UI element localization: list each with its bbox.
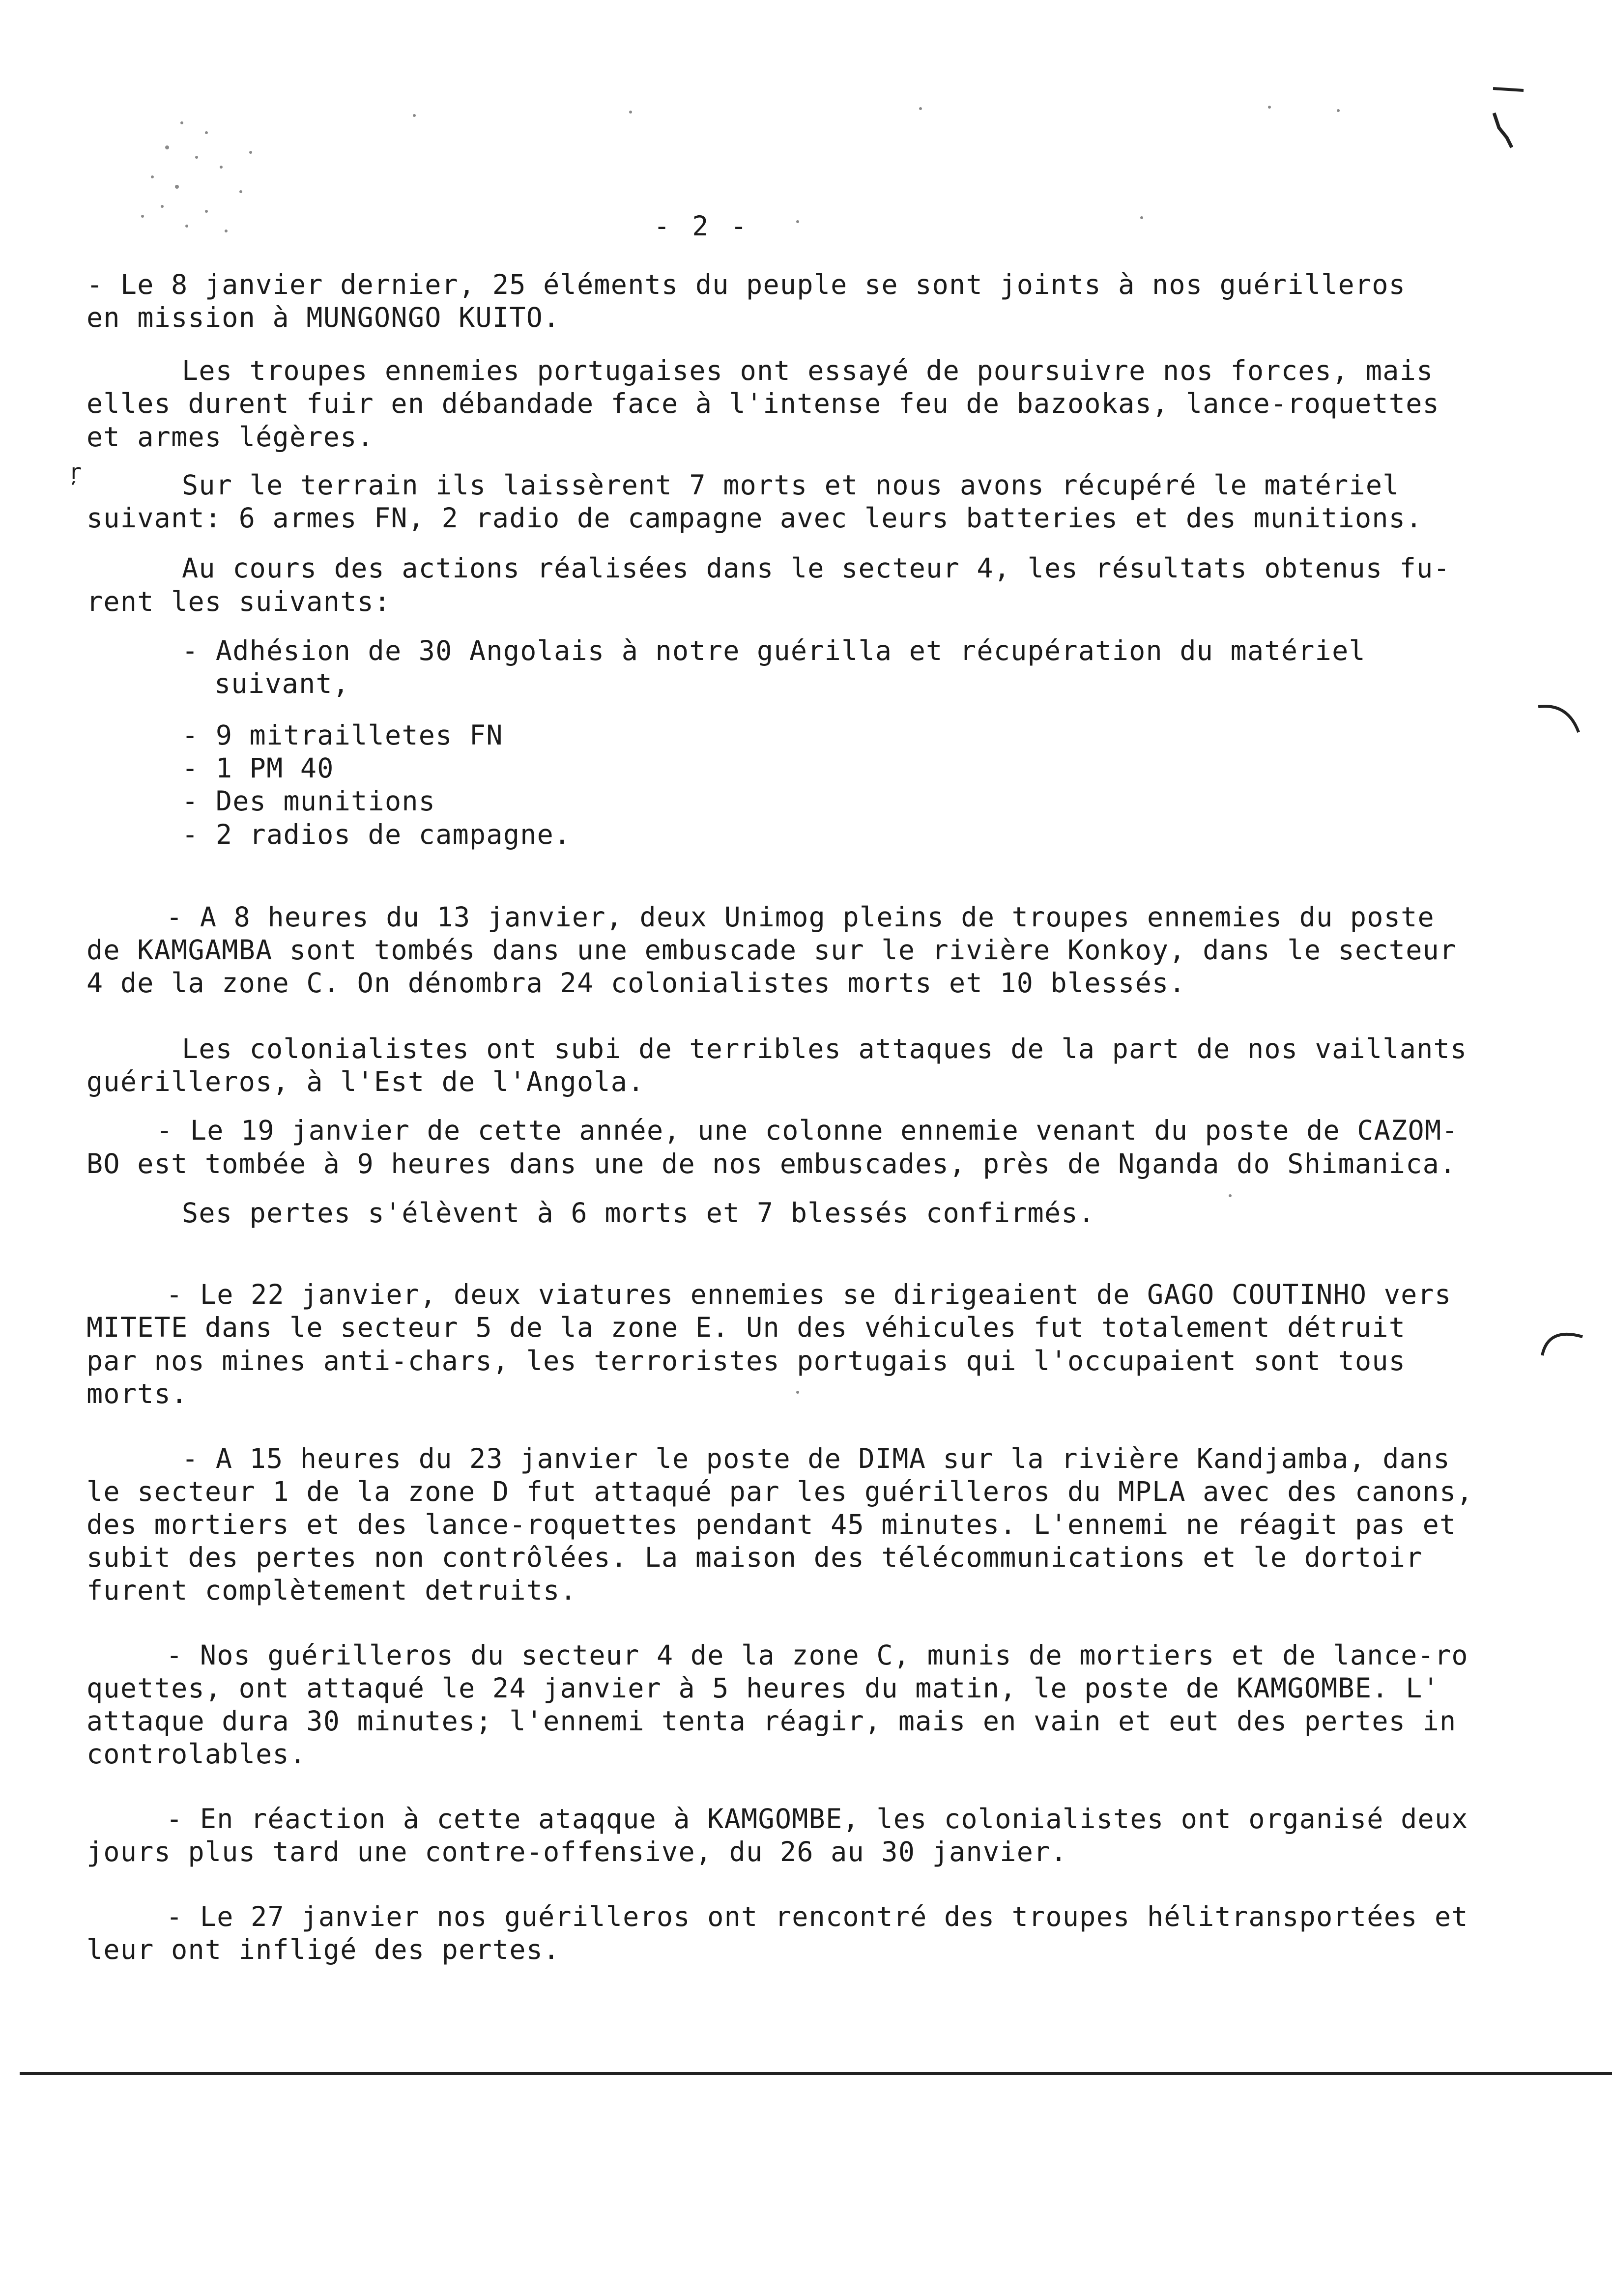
paragraph-line: - Le 22 janvier, deux viatures ennemies se dirigeaient de GAGO COUTINHO vers [166,1279,1452,1310]
paragraph-line: - Le 27 janvier nos guérilleros ont rencontré des troupes hélitransportées et [166,1901,1468,1932]
list-item-continuation: suivant, [214,668,350,699]
scan-artifact-top-right [1484,84,1553,162]
paragraph-line: quettes, ont attaqué le 24 janvier à 5 heures du matin, le poste de KAMGOMBE. L' [86,1672,1440,1704]
paragraph-line: Au cours des actions réalisées dans le secteur 4, les résultats obtenus fu- [182,552,1450,584]
paragraph-line: suivant: 6 armes FN, 2 radio de campagne avec leurs batteries et des munitions. [86,502,1423,534]
paragraph-line: controlables. [86,1738,307,1770]
paragraph-line: en mission à MUNGONGO KUITO. [86,302,560,333]
paragraph-line: attaque dura 30 minutes; l'ennemi tenta réagir, mais en vain et eut des pertes in [86,1705,1457,1737]
list-item: - Adhésion de 30 Angolais à notre guérilla et récupération du matériel [182,635,1366,666]
scan-artifact-right-arc-1 [1533,698,1587,747]
scan-artifact-stamp-smudge [123,108,290,251]
scan-artifact-right-arc-2 [1533,1317,1592,1366]
list-item: - 2 radios de campagne. [182,819,571,850]
paragraph-line: leur ont infligé des pertes. [86,1934,560,1965]
paragraph-line: elles durent fuir en débandade face à l'intense feu de bazookas, lance-roquettes [86,388,1440,419]
paragraph-line: BO est tombée à 9 heures dans une de nos embuscades, près de Nganda do Shimanica. [86,1148,1457,1179]
list-item: - 1 PM 40 [182,752,334,784]
paragraph-line: - En réaction à cette ataqque à KAMGOMBE, les colonialistes ont organisé deux [166,1803,1468,1835]
bottom-rule [20,2072,1612,2075]
paragraph-line: Ses pertes s'élèvent à 6 morts et 7 blessés confirmés. [182,1197,1095,1229]
paragraph-line: Sur le terrain ils laissèrent 7 morts et nous avons récupéré le matériel [182,469,1400,501]
paragraph-line: - Nos guérilleros du secteur 4 de la zone C, munis de mortiers et de lance-ro [166,1639,1468,1671]
paragraph-line: - Le 19 janvier de cette année, une colonne ennemie venant du poste de CAZOM- [156,1115,1459,1146]
paragraph-line: jours plus tard une contre-offensive, du 26 au 30 janvier. [86,1836,1067,1867]
paragraph-line: et armes légères. [86,421,374,453]
paragraph-line: - A 8 heures du 13 janvier, deux Unimog pleins de troupes ennemies du poste [166,901,1435,933]
paragraph-line: guérilleros, à l'Est de l'Angola. [86,1066,645,1097]
paragraph-line: - A 15 heures du 23 janvier le poste de DIMA sur la rivière Kandjamba, dans [182,1443,1450,1474]
paragraph-line: Les troupes ennemies portugaises ont essayé de poursuivre nos forces, mais [182,355,1434,386]
paragraph-line: des mortiers et des lance-roquettes pendant 45 minutes. L'ennemi ne réagit pas et [86,1509,1457,1540]
page-number: - 2 - [654,210,750,242]
paragraph-line: de KAMGAMBA sont tombés dans une embuscade sur le rivière Konkoy, dans le secteur [86,934,1457,966]
paragraph-line: subit des pertes non contrôlées. La maison des télécommunications et le dortoir [86,1542,1423,1573]
paragraph-line: rent les suivants: [86,586,391,617]
paragraph-line: MITETE dans le secteur 5 de la zone E. Un des véhicules fut totalement détruit [86,1312,1406,1343]
paragraph-line: Les colonialistes ont subi de terribles attaques de la part de nos vaillants [182,1033,1468,1064]
paragraph-line: furent complètement detruits. [86,1575,577,1606]
paragraph-line: 4 de la zone C. On dénombra 24 colonialistes morts et 10 blessés. [86,967,1186,999]
margin-mark: ŗ [69,459,82,485]
list-item: - Des munitions [182,785,436,817]
paragraph-line: par nos mines anti-chars, les terroristes portugais qui l'occupaient sont tous [86,1345,1406,1377]
paragraph-line: - Le 8 janvier dernier, 25 éléments du peuple se sont joints à nos guérilleros [86,269,1406,300]
list-item: - 9 mitrailletes FN [182,719,503,751]
paragraph-line: morts. [86,1378,188,1409]
paragraph-line: le secteur 1 de la zone D fut attaqué par les guérilleros du MPLA avec des canons, [86,1476,1473,1507]
